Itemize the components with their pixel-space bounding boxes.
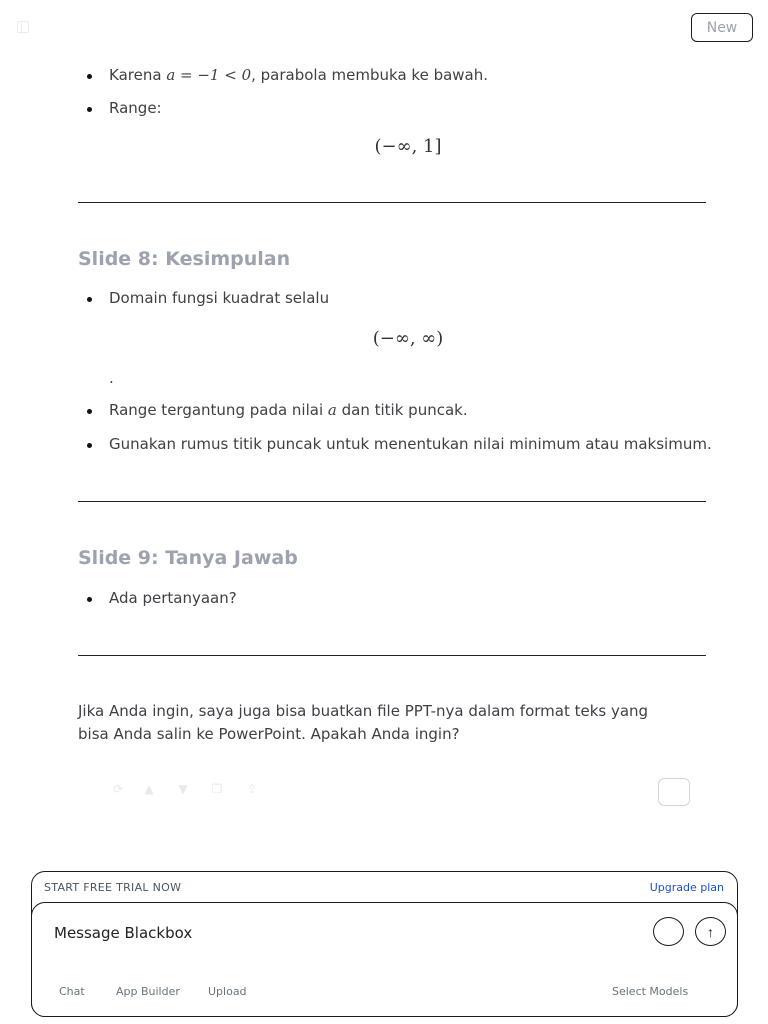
list-item: Karena a = −1 < 0, parabola membuka ke bawah. — [109, 66, 489, 84]
more-options-button[interactable] — [658, 778, 690, 806]
slide-8-heading: Slide 8: Kesimpulan — [78, 248, 291, 270]
new-chat-button[interactable]: New — [691, 13, 753, 42]
divider — [78, 655, 706, 656]
composer-input-box — [31, 902, 738, 1017]
list-item: Domain fungsi kuadrat selalu — [109, 289, 330, 307]
message-input[interactable] — [54, 919, 614, 947]
message-actions — [78, 778, 708, 808]
slide-9-heading: Slide 9: Tanya Jawab — [78, 547, 298, 569]
divider — [78, 202, 706, 203]
divider — [78, 501, 706, 502]
share-icon[interactable]: ⇪ — [246, 782, 258, 796]
refresh-icon[interactable]: ⟳ — [112, 782, 124, 796]
chat-mode-button[interactable]: Chat — [59, 985, 85, 998]
list-item: Range: — [109, 99, 162, 117]
copy-icon[interactable]: ❐ — [211, 782, 223, 796]
upgrade-plan-link[interactable]: Upgrade plan — [649, 881, 724, 894]
list-item: Ada pertanyaan? — [109, 589, 237, 607]
math-inline: a = −1 < 0 — [166, 66, 252, 84]
period-text: . — [109, 369, 114, 387]
thumbs-up-icon[interactable]: ▲ — [144, 782, 154, 796]
voice-button[interactable] — [653, 917, 684, 946]
message-composer — [31, 871, 738, 1017]
list-item: Gunakan rumus titik puncak untuk menentukan nilai minimum atau maksimum. — [109, 435, 712, 453]
app-builder-button[interactable]: App Builder — [116, 985, 180, 998]
thumbs-down-icon[interactable]: ▼ — [178, 782, 188, 796]
math-inline: a — [327, 401, 337, 419]
send-button[interactable]: ↑ — [695, 917, 726, 946]
math-display: (−∞, ∞) — [372, 328, 444, 349]
list-item: Range tergantung pada nilai a dan titik puncak. — [109, 401, 468, 419]
closing-paragraph: Jika Anda ingin, saya juga bisa buatkan file PPT-nya dalam format teks yang bisa Anda salin ke PowerPoint. Apakah Anda ingin? — [78, 702, 649, 743]
select-models-button[interactable]: Select Models — [612, 985, 689, 998]
upload-button[interactable]: Upload — [208, 985, 247, 998]
sidebar-toggle-icon[interactable] — [17, 21, 29, 33]
free-trial-label[interactable]: START FREE TRIAL NOW — [44, 881, 182, 894]
math-display: (−∞, 1] — [374, 136, 442, 157]
